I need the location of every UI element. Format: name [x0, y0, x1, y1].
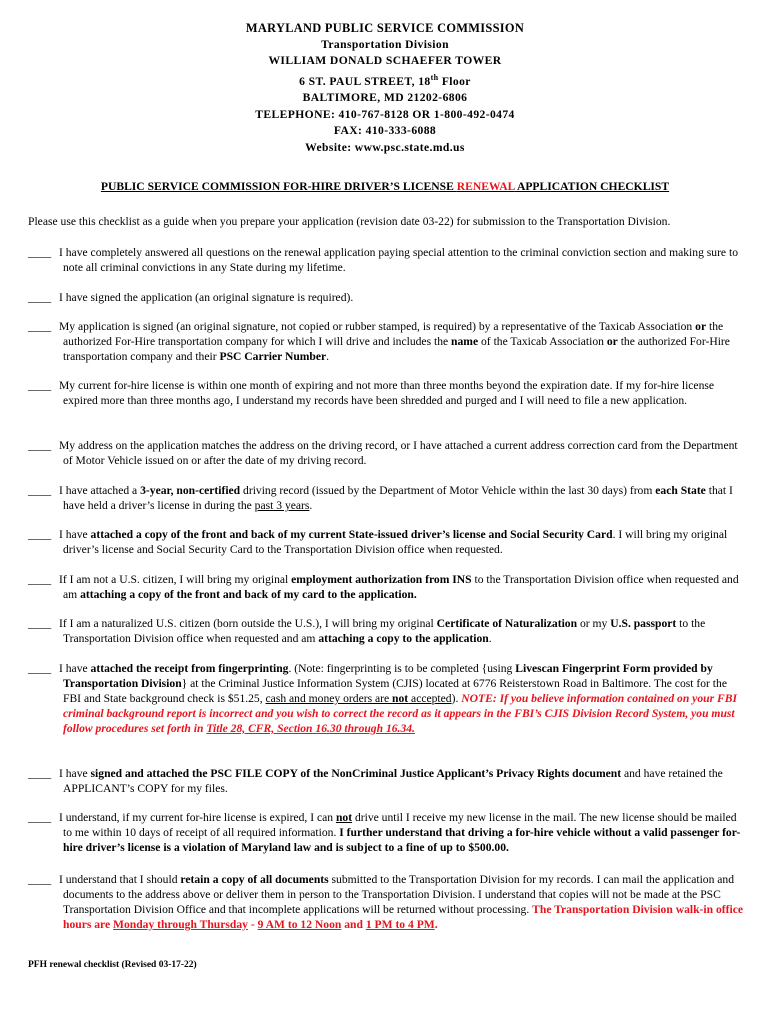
checkbox-blank[interactable]: ____ — [28, 662, 52, 675]
checkbox-blank[interactable]: ____ — [28, 246, 52, 259]
checklist-item-10: ____ I have attached the receipt from fingerprinting. (Note: fingerprinting is to be completed {using Livescan Fingerprint Form provided by Transportation Division} at the Criminal Justice Information System (CJIS) located at 6776 Reisterstown Road in Baltimore. The cost for the FBI and State background check is $51.25, cash and money orders are not accepted). NOTE: If you believe information contained on your FBI criminal background report is incorrect and you wish to correct the record as it appears in the FBI’s CJIS Division Record System, you must follow procedures set forth in Title 28, CFR, Section 16.30 through 16.34. — [28, 662, 737, 735]
fbi-note: NOTE: If you believe information contained on your FBI criminal background report is incorrect and you wish to correct the record as it appears in the FBI’s CJIS Division Record System, you must follow procedures set forth in Title 28, CFR, Section 16.30 through 16.34. — [63, 692, 737, 735]
website: Website: www.psc.state.md.us — [305, 141, 465, 155]
checklist-item-6: ____ I have attached a 3-year, non-certified driving record (issued by the Department of Motor Vehicle within the last 30 days) from each State that I have held a driver’s license in during the past 3 years. — [28, 484, 733, 512]
city-state-zip: BALTIMORE, MD 21202-6806 — [302, 91, 468, 105]
footer-revision: PFH renewal checklist (Revised 03-17-22) — [28, 960, 197, 970]
letterhead — [0, 20, 770, 157]
agency-name: MARYLAND PUBLIC SERVICE COMMISSION — [245, 21, 525, 35]
checklist-item-11: ____ I have signed and attached the PSC FILE COPY of the NonCriminal Justice Applicant’s Privacy Rights document and have retained the APPLICANT’s COPY for my files. — [28, 767, 723, 795]
checkbox-blank[interactable]: ____ — [28, 439, 52, 452]
office-hours: The Transportation Division walk-in office hours are Monday through Thursday - 9 AM to 12 Noon and 1 PM to 4 PM. — [63, 903, 743, 931]
checklist-item-4: ____ My current for-hire license is within one month of expiring and not more than three months beyond the expiration date. If my for-hire license expired more than three months ago, I understand my records have been shredded and purged and I will need to file a new application. — [28, 379, 715, 407]
intro-text: Please use this checklist as a guide when you prepare your application (revision date 03-22) for submission to the Transportation Division. — [28, 215, 671, 228]
street-address: 6 ST. PAUL STREET, 18th Floor — [299, 72, 471, 88]
building-name: WILLIAM DONALD SCHAEFER TOWER — [268, 54, 502, 68]
checklist-item-5: ____ My address on the application matches the address on the driving record, or I have attached a current address correction card from the Department of Motor Vehicle issued on or after the date of my driving record. — [28, 439, 738, 467]
fax: FAX: 410-333-6088 — [333, 124, 437, 138]
checkbox-blank[interactable]: ____ — [28, 528, 52, 541]
document-title: PUBLIC SERVICE COMMISSION FOR-HIRE DRIVER’S LICENSE RENEWAL APPLICATION CHECKLIST — [100, 180, 670, 193]
checklist-item-12: ____ I understand, if my current for-hire license is expired, I can not drive until I receive my new license in the mail. The new license should be mailed to me within 10 days of receipt of all required information. I further understand that driving a for-hire vehicle without a valid passenger for-hire driver’s license is a violation of Maryland law and is subject to a fine of up to $500.00. — [28, 811, 741, 854]
checkbox-blank[interactable]: ____ — [28, 873, 52, 886]
checklist-item-2: ____ I have signed the application (an original signature is required). — [28, 291, 354, 304]
division-name: Transportation Division — [321, 37, 449, 51]
checklist-item-3: ____ My application is signed (an original signature, not copied or rubber stamped, is required) by a representative of the Taxicab Association or the authorized For-Hire transportation company for which I will drive and includes the name of the Taxicab Association or the authorized For-Hire transportation company and their PSC Carrier Number. — [28, 320, 730, 363]
checklist-item-7: ____ I have attached a copy of the front and back of my current State-issued driver’s license and Social Security Card. I will bring my original driver’s license and Social Security Card to the Transportation Division office when requested. — [28, 528, 728, 556]
checkbox-blank[interactable]: ____ — [28, 811, 52, 824]
checkbox-blank[interactable]: ____ — [28, 379, 52, 392]
checkbox-blank[interactable]: ____ — [28, 291, 52, 304]
checkbox-blank[interactable]: ____ — [28, 767, 52, 780]
checkbox-blank[interactable]: ____ — [28, 573, 52, 586]
checkbox-blank[interactable]: ____ — [28, 484, 52, 497]
checklist-item-9: ____ If I am a naturalized U.S. citizen (born outside the U.S.), I will bring my original Certificate of Naturalization or my U.S. passport to the Transportation Division office when requested and am attaching a copy to the application. — [28, 617, 706, 645]
checkbox-blank[interactable]: ____ — [28, 320, 52, 333]
telephone: TELEPHONE: 410-767-8128 OR 1-800-492-0474 — [255, 107, 515, 121]
checklist-item-1: ____ I have completely answered all questions on the renewal application paying special attention to the criminal conviction section and making sure to note all criminal convictions in any State during my lifetime. — [28, 246, 738, 274]
checklist-item-13: ____ I understand that I should retain a copy of all documents submitted to the Transportation Division for my records. I can mail the application and documents to the address above or deliver them in person to the Transportation Division. I understand that copies will not be made at the PSC Transportation Division Office and that incomplete applications will be returned without processing. The Transportation Division walk-in office hours are Monday through Thursday - 9 AM to 12 Noon and 1 PM to 4 PM. — [28, 873, 743, 931]
checkbox-blank[interactable]: ____ — [28, 617, 52, 630]
checklist-item-8: ____ If I am not a U.S. citizen, I will bring my original employment authorization from INS to the Transportation Division office when requested and am attaching a copy of the front and back of my card to the application. — [28, 573, 739, 601]
